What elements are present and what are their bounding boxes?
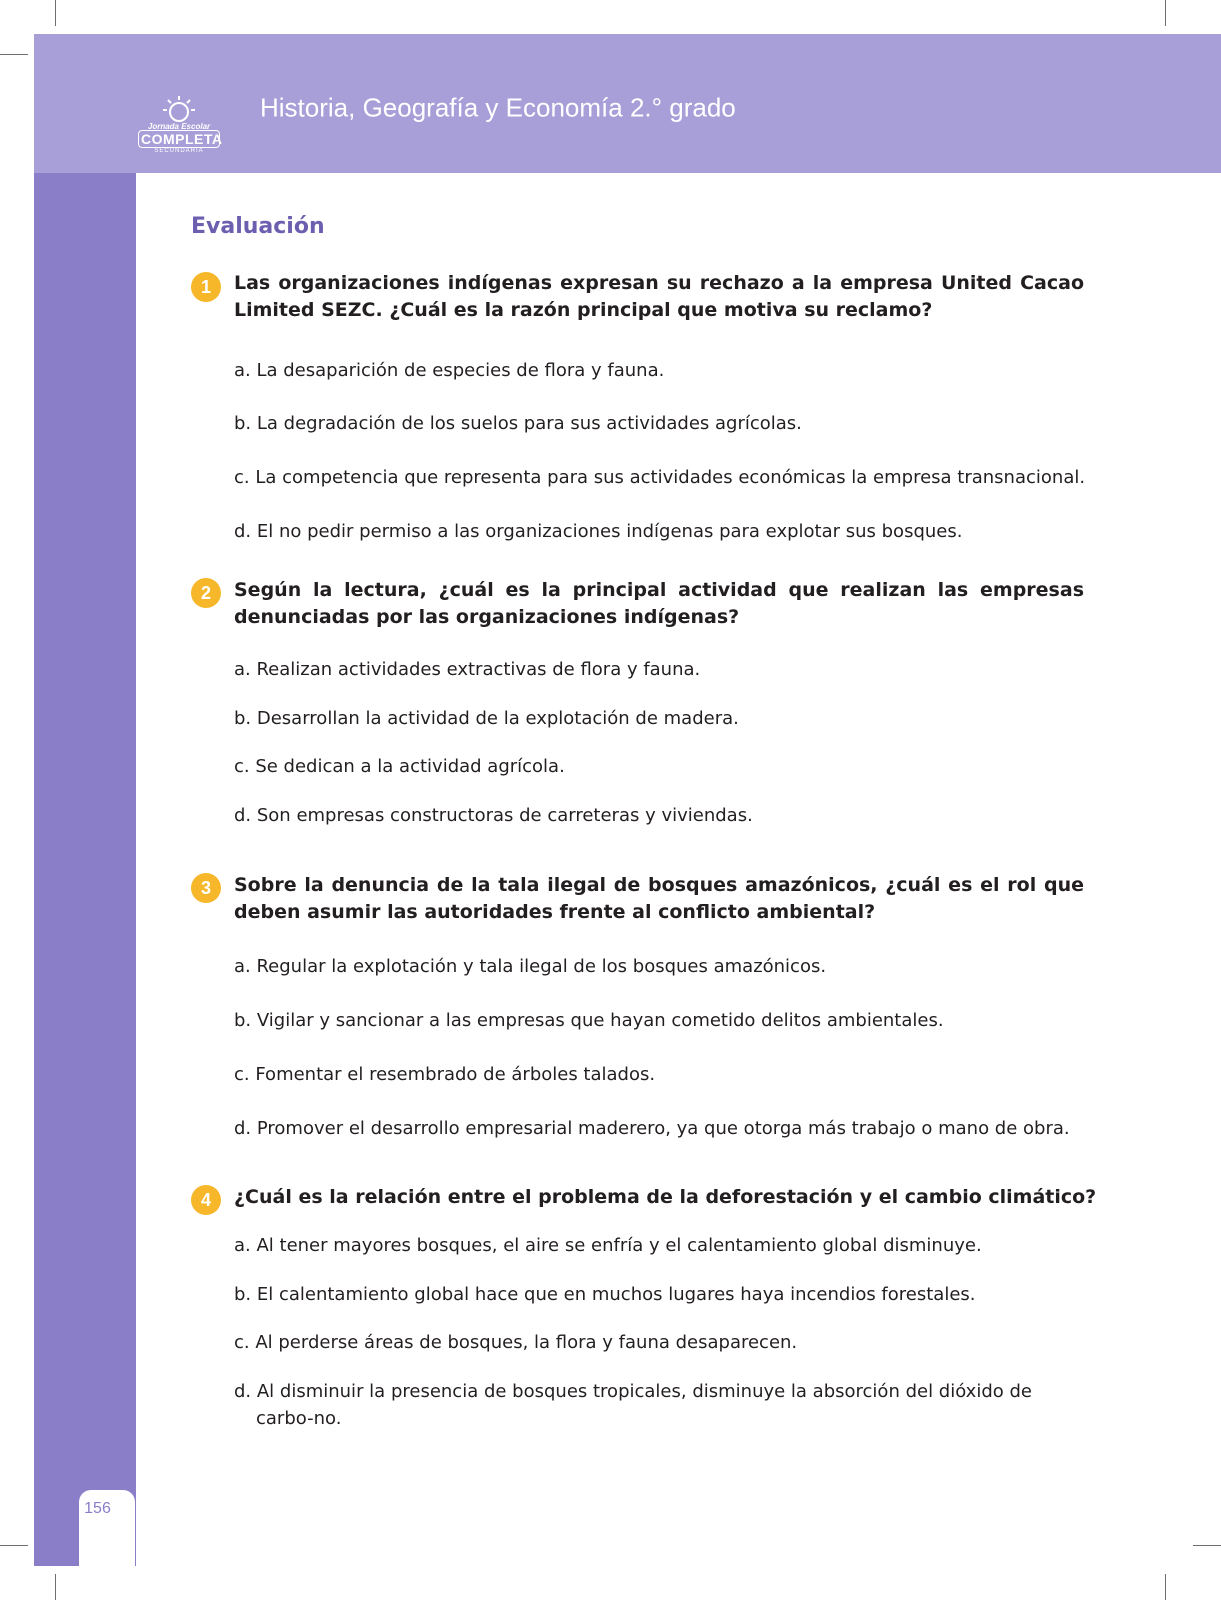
- answer-option: b. La degradación de los suelos para sus actividades agrícolas.: [234, 413, 802, 434]
- question-number-badge: 1: [191, 272, 221, 302]
- answer-option: d. Al disminuir la presencia de bosques tropicales, disminuye la absorción del dióxido de carbo-no.: [234, 1381, 1032, 1429]
- question-number-badge: 2: [191, 578, 221, 608]
- crop-mark: [55, 0, 56, 26]
- sun-logo-icon: [138, 94, 220, 124]
- answer-option: c. Se dedican a la actividad agrícola.: [234, 756, 565, 777]
- question-text: Según la lectura, ¿cuál es la principal actividad que realizan las empresas denunciadas por las organizaciones indígenas?: [234, 579, 1084, 628]
- answer-option: b. Desarrollan la actividad de la explotación de madera.: [234, 708, 739, 729]
- answer-option: a. Realizan actividades extractivas de flora y fauna.: [234, 659, 701, 680]
- answer-option: b. El calentamiento global hace que en muchos lugares haya incendios forestales.: [234, 1284, 976, 1305]
- answer-option: d. Promover el desarrollo empresarial maderero, ya que otorga más trabajo o mano de obra.: [234, 1118, 1070, 1139]
- question-text: Las organizaciones indígenas expresan su rechazo a la empresa United Cacao Limited SEZC. ¿Cuál es la razón principal que motiva su reclamo?: [234, 272, 1084, 321]
- question-text: ¿Cuál es la relación entre el problema de la deforestación y el cambio climático?: [234, 1186, 1097, 1208]
- crop-mark: [1193, 1545, 1221, 1546]
- crop-mark: [0, 54, 28, 55]
- answer-option: a. Regular la explotación y tala ilegal de los bosques amazónicos.: [234, 956, 827, 977]
- answer-option: a. Al tener mayores bosques, el aire se enfría y el calentamiento global disminuye.: [234, 1235, 982, 1256]
- answer-option: a. La desaparición de especies de flora y fauna.: [234, 360, 665, 381]
- crop-mark: [55, 1574, 56, 1600]
- page-header: [34, 34, 1221, 173]
- answer-option: c. La competencia que representa para sus actividades económicas la empresa transnacional.: [234, 467, 1086, 488]
- question-text: Sobre la denuncia de la tala ilegal de bosques amazónicos, ¿cuál es el rol que deben asumir las autoridades frente al conflicto ambiental?: [234, 874, 1084, 923]
- answer-option: b. Vigilar y sancionar a las empresas que hayan cometido delitos ambientales.: [234, 1010, 944, 1031]
- question-number-badge: 4: [191, 1185, 221, 1215]
- answer-option: d. El no pedir permiso a las organizaciones indígenas para explotar sus bosques.: [234, 521, 963, 542]
- answer-option: c. Fomentar el resembrado de árboles talados.: [234, 1064, 656, 1085]
- crop-mark: [1165, 1574, 1166, 1600]
- question-number-badge: 3: [191, 873, 221, 903]
- sidebar-band: [34, 173, 136, 1566]
- logo-line-2: COMPLETA: [138, 130, 220, 148]
- header-title: Historia, Geografía y Economía 2.° grado: [260, 92, 736, 123]
- logo-line-3: SECUNDARIA: [154, 148, 204, 154]
- jornada-escolar-logo: [138, 94, 223, 158]
- crop-mark: [0, 1545, 28, 1546]
- crop-mark: [1165, 0, 1166, 26]
- section-title: Evaluación: [191, 214, 325, 239]
- page-number: 156: [84, 1500, 111, 1517]
- answer-option: d. Son empresas constructoras de carreteras y viviendas.: [234, 805, 753, 826]
- answer-option: c. Al perderse áreas de bosques, la flora y fauna desaparecen.: [234, 1332, 798, 1353]
- logo-line-1: Jornada Escolar: [147, 122, 211, 131]
